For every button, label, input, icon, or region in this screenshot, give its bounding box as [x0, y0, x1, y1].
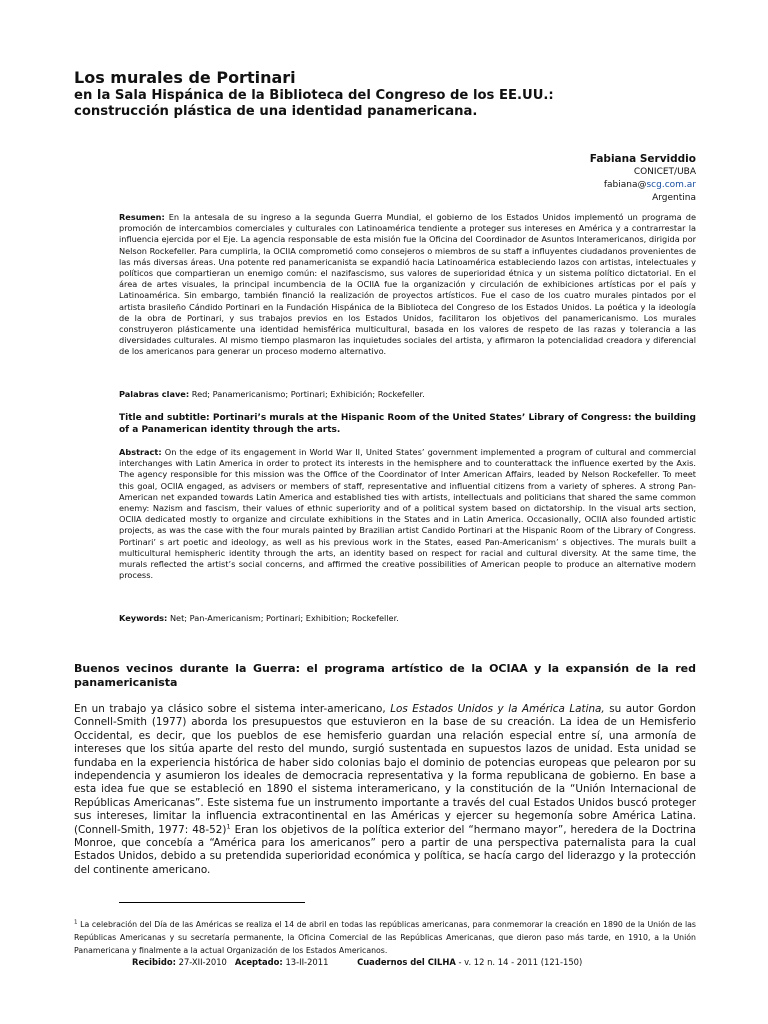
body-middle: su autor Gordon Connell-Smith (1977) aborda los presupuestos que estuvieron en la base de su creación. La idea de un Hemisferio Occidental, es decir, que los pueblos de ese hemisferio guardan una relación especial entre sí, una armonía de intereses que los sitúa aparte del resto del mundo, surgió sustentada en supuestos lazos de unidad. Esta unidad se fundaba en la experiencia histórica de haber sido colonias bajo el dominio de potencias europeas que pelearon por su independencia y asumieron los ideales de democracia representativa y la forma republicana de gobierno. En base a esta idea fue que se estableció en 1890 el sistema interamericano, y la constitución de la “Unión Internacional de Repúblicas Americanas”. Este sistema fue un instrumento importante a través del cual Estados Unidos buscó proteger sus intereses, limitar la influencia extracontinental en las Américas y ejercer su hegemonía sobre América Latina. (Connell-Smith, 1977: 48-52) [74, 703, 696, 836]
subtitle-line-2: construcción plástica de una identidad panamericana. [74, 104, 478, 119]
abstract-text: On the edge of its engagement in World War II, United States’ government implemented a program of cultural and commercial interchanges with Latin America in order to protect its interests in the hemisphere and to counterattack the influence exerted by the Axis. The agency responsible for this mission was the Office of the Coordinator of Inter American Affairs, leaded by Nelson Rockefeller. To meet this goal, OCIIA engaged, as advisers or members of staff, representative and influential citizens from a variety of spheres. A strong Pan-American net expanded towards Latin America and established ties with artists, intellectuals and politicians that shared the same common enemy: Nazism and fascism, their values of ethnic superiority and of a political system based on dictatorship. In the visual arts section, OCIIA dedicated mostly to organize and circulate exhibitions in the States and in Latin America. Occasionally, OCIIA also founded artistic projects, as was the case with the four murals painted by Brazilian artist Candido Portinari at the Hispanic Room of the Library of Congress. Portinari’ s art poetic and ideology, as well as his previous work in the States, eased Pan-Americanism’ s objectives. The murals built a multicultural hemispheric identity through the arts, an identity based on respect for racial and cultural diversity. At the same time, the murals reflected the artist’s social concerns, and affirmed the creative possibilities of American people to produce an alternative modern process. [119, 447, 696, 581]
title-en-paragraph [119, 412, 696, 436]
journal-details: - v. 12 n. 14 - 2011 (121-150) [458, 957, 583, 967]
body-end: Eran los objetivos de la política exterior del “hermano mayor”, heredera de la Doctrina Monroe, que concebía a “América para los americanos” pero a partir de una perspectiva paternalista para la cual Estados Unidos, debido a su pretendida superioridad económica y política, se hacía cargo del liderazgo y la protección del continente americano. [74, 823, 696, 876]
title-en-label: Title and subtitle: [119, 413, 210, 423]
article-subtitle [74, 88, 694, 120]
resumen-label: Resumen: [119, 212, 165, 222]
aceptado-date: 13-II-2011 [285, 957, 329, 967]
body-start: En un trabajo ya clásico sobre el sistema inter-americano, [74, 703, 386, 715]
footnote-divider [119, 902, 305, 903]
author-email[interactable] [590, 179, 696, 192]
resumen-paragraph [119, 212, 696, 358]
keywords-paragraph [119, 613, 696, 624]
title-en-text: Portinari’s murals at the Hispanic Room of the United States’ Library of Congress: the building of a Panamerican identity through the arts. [119, 413, 696, 435]
journal-name: Cuadernos del CILHA [357, 957, 456, 967]
footnote-text: La celebración del Día de las Américas se realiza el 14 de abril en todas las repúblicas americanas, para conmemorar la creación en 1890 de la Unión de las Repúblicas Americanas y su secretaría permanente, la Oficina Comercial de las Repúblicas Americanas, que dieron paso más tarde, en 1910, a la Unión Panamericana y finalmente a la actual Organización de los Estados Americanos. [74, 920, 696, 956]
author-affiliation: CONICET/UBA [633, 167, 696, 177]
footnote-ref[interactable]: 1 [226, 822, 231, 831]
resumen-text: En la antesala de su ingreso a la segunda Guerra Mundial, el gobierno de los Estados Unidos implementó un programa de promoción de intercambios comerciales y culturales con Latinoamérica tendiente a proteger sus intereses en América y a contrarrestar la influencia ejercida por el Eje. La agencia responsable de esta misión fue la Oficina del Coordinador de Asuntos Interamericanos, dirigida por Nelson Rockefeller. Para cumplirla, la OCIIA comprometió como consejeros o miembros de su staff a influyentes ciudadanos provenientes de las más diversas áreas. Una potente red panamericanista se expandió hacia Latinoamérica estableciendo lazos con artistas, intelectuales y políticos que compartieran un enemigo común: el nazifascismo, sus valores de superioridad étnica y un sistema político dictatorial. En el área de artes visuales, la principal incumbencia de la OCIIA fue la organización y circulación de exhibiciones artísticas por el país y Latinoamérica. Sin embargo, también financió la realización de proyectos artísticos. Fue el caso de los cuatro murales pintados por el artista brasileño Cándido Portinari en la Fundación Hispánica de la Biblioteca del Congreso de los Estados Unidos. La poética y la ideología de la obra de Portinari, y sus trabajos previos en los Estados Unidos, facilitaron los objetivos del panamericanismo. Los murales construyeron plásticamente una identidad hemisférica multicultural, basada en los valores de respeto de las razas y tolerancia a las diversidades culturales. Al mismo tiempo plasmaron las inquietudes sociales del artista, y afirmaron la potencialidad creadora y diferencial de los americanos para generar un proceso moderno alternativo. [119, 212, 696, 357]
subtitle-line-1: en la Sala Hispánica de la Biblioteca del Congreso de los EE.UU.: [74, 88, 554, 103]
recibido-label: Recibido: [132, 957, 176, 967]
body-paragraph [74, 703, 696, 877]
keywords-label: Keywords: [119, 613, 168, 623]
email-domain: scg.com.ar [646, 180, 696, 190]
abstract-paragraph [119, 447, 696, 581]
author-name: Fabiana Serviddio [589, 153, 696, 165]
palabras-clave-text: Red; Panamericanismo; Portinari; Exhibición; Rockefeller. [191, 389, 425, 399]
author-country: Argentina [652, 193, 696, 203]
keywords-text: Net; Pan-Americanism; Portinari; Exhibition; Rockefeller. [169, 613, 399, 623]
recibido-date: 27-XII-2010 [178, 957, 227, 967]
book-title-italic: Los Estados Unidos y la América Latina, [390, 703, 605, 715]
abstract-label: Abstract: [119, 447, 162, 457]
footnote-number: 1 [74, 919, 78, 926]
article-title: Los murales de Portinari [74, 68, 296, 87]
palabras-clave-paragraph [119, 389, 696, 400]
palabras-clave-label: Palabras clave: [119, 389, 190, 399]
page-footer [132, 957, 582, 968]
section-heading: Buenos vecinos durante la Guerra: el programa artístico de la OCIAA y la expansión de la red panamericanista [74, 662, 696, 689]
footnote [74, 918, 696, 958]
aceptado-label: Aceptado: [234, 957, 283, 967]
email-user: fabiana@ [603, 180, 647, 190]
author-block [590, 152, 696, 205]
